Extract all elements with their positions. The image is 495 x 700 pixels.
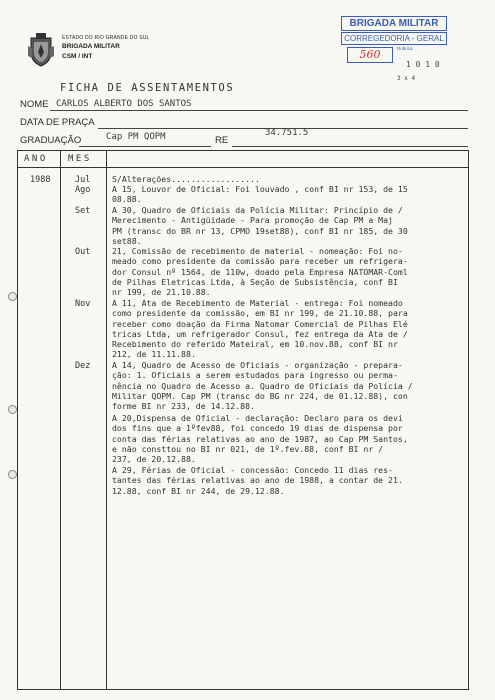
folio-number: 1 0 1 0	[406, 60, 440, 69]
nome-label: NOME	[20, 99, 49, 110]
header-org: BRIGADA MILITAR	[62, 43, 120, 50]
stamp-number: 560	[347, 47, 393, 63]
folio-format: 3 x 4	[397, 75, 416, 82]
graduacao-value: Cap PM QOPM	[106, 132, 166, 142]
punch-hole	[8, 470, 17, 479]
punch-hole	[8, 292, 17, 301]
nome-rule	[50, 110, 468, 111]
entry-text: A 29, Férias de Oficial - concessão: Concedo 11 dias res- tantes das férias relativas ao ano de 1988, a contar de 21. 12.88, conf BI nr 244, de 29.12.88.	[112, 465, 403, 496]
month-cell: Jul	[75, 175, 91, 185]
header-divider	[17, 167, 469, 168]
nome-value: CARLOS ALBERTO DOS SANTOS	[56, 99, 192, 109]
month-cell: Out	[75, 247, 91, 257]
data-praca-label: DATA DE PRAÇA	[20, 117, 95, 128]
re-rule	[232, 146, 468, 147]
registry-stamp	[341, 16, 449, 64]
col-ano-header: ANO	[24, 154, 48, 164]
col-divider	[60, 150, 61, 690]
entry-text: 21, Comissão de recebimento de material - nomeação: Foi no- meado como presidente da comissão para receber um refrigera- dor Consul nº 1564, de 110w, doado pela Empresa NATOMAR-Coml de Pilhas Eletricas Ltda, à Seção de Subsistência, conf BI nr 199, de 21.10.88.	[112, 246, 408, 298]
form-title: FICHA DE ASSENTAMENTOS	[60, 82, 235, 94]
entry-text: A 14, Quadro de Acesso de Oficiais - organização - prepara- ção: 1. Oficiais a serem estudados para ingresso ou perma- nência no Quadro de Acesso a. Quadro de Oficiais da Polícia / Militar QOPM. Cap PM (transc do BG nr 224, de 01.12.88), con forme BI nr 233, de 14.12.88.	[112, 360, 413, 412]
re-value: 34.751.5	[265, 128, 309, 138]
year-cell: 1988	[30, 175, 51, 185]
header-unit: CSM / INT	[62, 53, 93, 60]
entry-text: A 30, Quadro de Oficiais da Polícia Militar: Princípio de / Merecimento - Antigüidade - Para promoção de Cap PM a Maj PM (transc do BR nr 13, CPMO 19set88), conf BI nr 185, de 30 set88.	[112, 205, 408, 246]
month-cell: Set	[75, 206, 91, 216]
col-divider	[106, 150, 107, 690]
stamp-title: BRIGADA MILITAR	[341, 16, 447, 31]
entry-text: A 11, Ata de Recebimento de Material - entrega: Foi nomeado como presidente da comissão, em BI nr 199, de 21.10.88, para receber como doação da Firma Natomar Comercial de Pilhas Elé tricas Ltda, um refrigerador Consul, fez entrega da Ata de / Recebimento do referido Mateiral, em 10.nov.88, conf BI nr 212, de 11.11.88.	[112, 298, 408, 360]
stamp-subtitle: CORREGEDORIA - GERAL	[341, 32, 447, 45]
graduacao-label: GRADUAÇÃO	[20, 135, 82, 146]
re-label: RE	[215, 135, 229, 146]
punch-hole	[8, 405, 17, 414]
graduacao-rule	[79, 146, 211, 147]
stamp-rubrica: Rubrica	[397, 46, 413, 51]
month-cell: Dez	[75, 361, 91, 371]
entry-text: S/Alterações..................	[112, 174, 260, 184]
col-mes-header: MES	[68, 154, 92, 164]
header-state: ESTADO DO RIO GRANDE DO SUL	[62, 35, 150, 41]
month-cell: Nov	[75, 299, 91, 309]
state-crest-icon	[28, 32, 54, 68]
entry-text: A 15, Louvor de Oficial: Foi louvado , conf BI nr 153, de 15 08.88.	[112, 184, 408, 205]
entry-text: A 20,Dispensa de Oficial - declaração: Declaro para os devi dos fins que a 1ºfev88, foi concedo 19 dias de dispensa por conta das férias relativas ao ano de 1987, ao Cap PM Santos, e não consttou no BI nr 021, de 1º.fev.88, conf BI nr / 237, de 20.12.88.	[112, 413, 408, 465]
month-cell: Ago	[75, 185, 91, 195]
